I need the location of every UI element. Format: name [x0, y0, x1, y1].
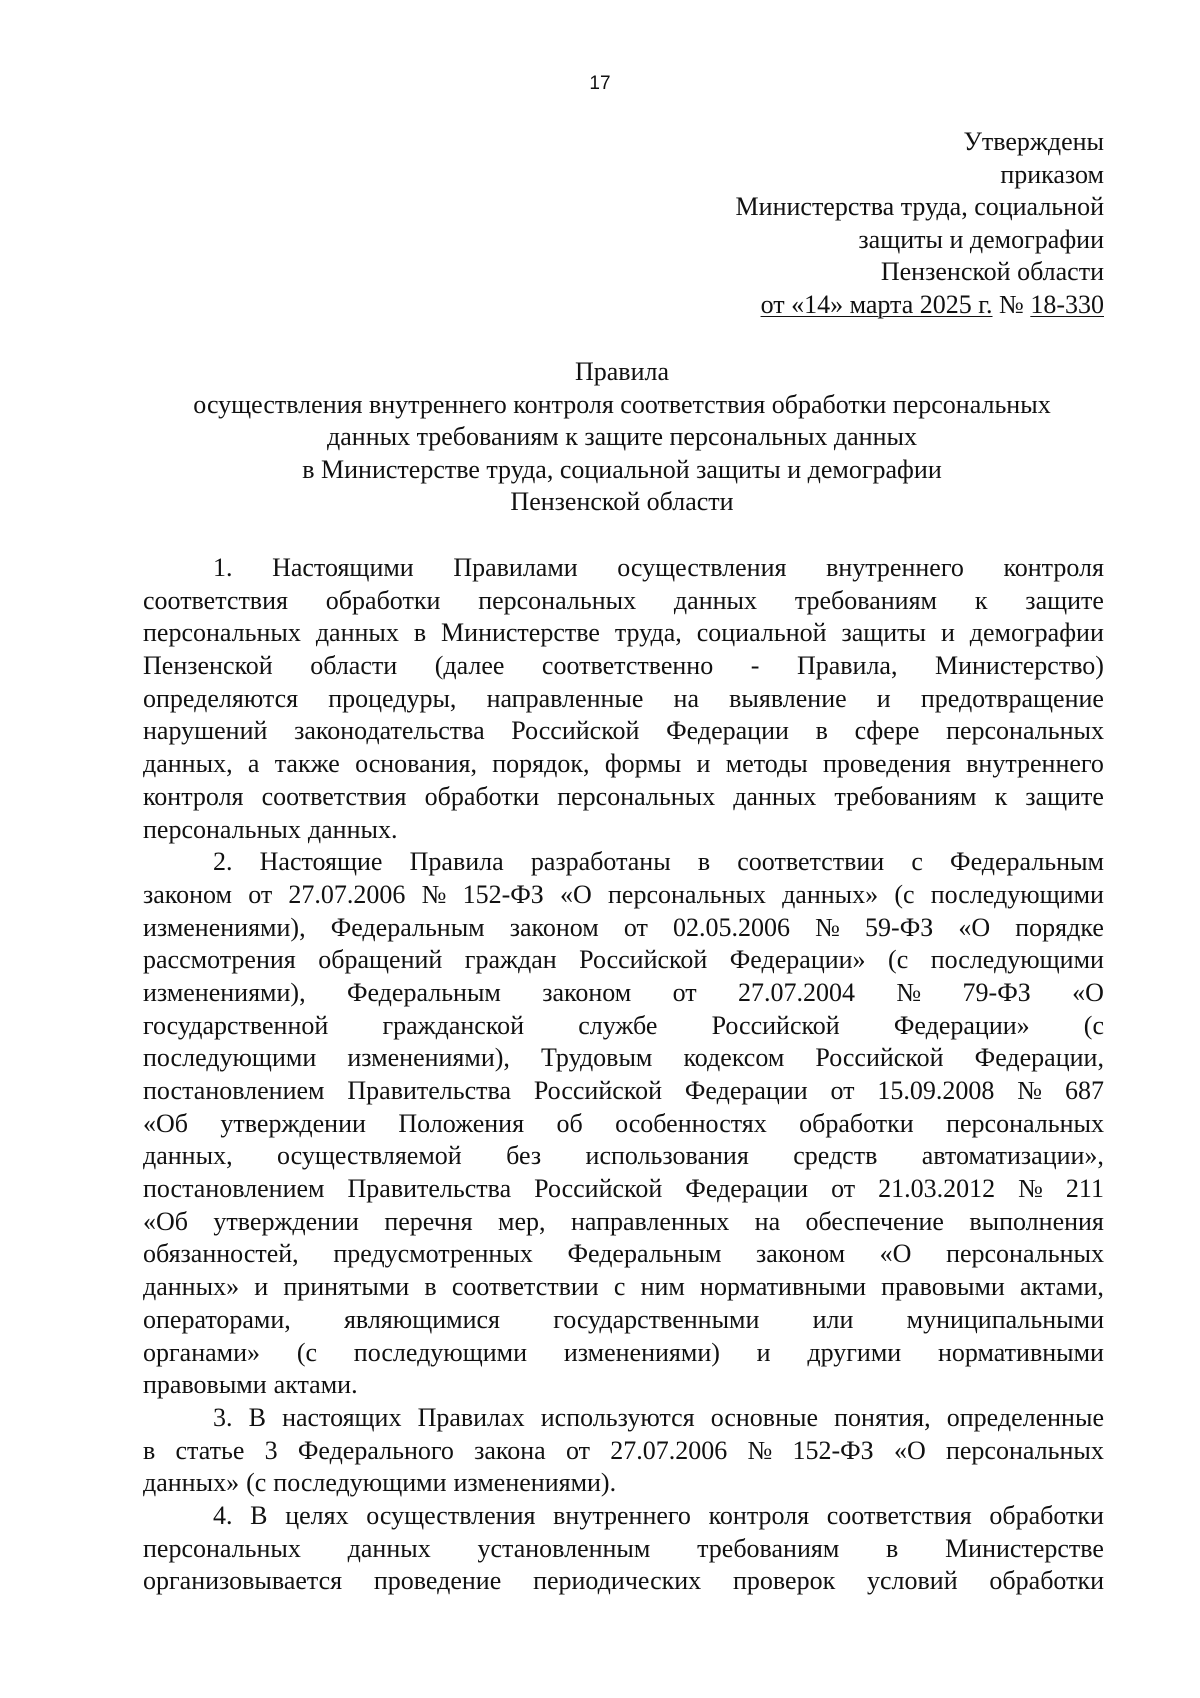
approval-line: Министерства труда, социальной — [735, 192, 1104, 221]
word: в — [886, 1533, 899, 1563]
word: 79-ФЗ — [962, 977, 1031, 1007]
word: Федерального — [297, 1435, 454, 1465]
word: труда, — [614, 618, 682, 648]
word: постановлением — [143, 1076, 325, 1105]
word: последующими — [930, 879, 1104, 909]
word: в — [413, 618, 427, 648]
word: Российской — [579, 945, 708, 975]
word: Российской — [533, 1076, 662, 1105]
body-line — [143, 977, 1104, 1010]
word: 152-ФЗ — [462, 879, 544, 909]
word: закона — [474, 1435, 546, 1465]
word: являющимися — [343, 1304, 500, 1334]
word: операторами, — [143, 1304, 291, 1334]
word: постановлением — [143, 1174, 325, 1204]
body-line — [143, 1402, 1104, 1435]
word: обработки — [989, 1500, 1104, 1530]
body-line — [143, 1042, 1104, 1075]
word: персональных — [143, 618, 301, 648]
word: порядке — [1015, 912, 1104, 942]
page-number: 17 — [589, 73, 611, 94]
word: персональных — [946, 1239, 1104, 1269]
word: персональных — [557, 781, 716, 811]
title-line: в Министерстве труда, социальной защиты и демографии — [302, 454, 942, 484]
word: правовыми — [143, 1370, 267, 1400]
word: разработаны — [530, 847, 671, 877]
word: предотвращение — [920, 683, 1104, 713]
word: нормативными — [700, 1272, 866, 1302]
word: защиты — [841, 618, 927, 648]
word: и — [756, 1337, 771, 1367]
word: персональных — [946, 1108, 1104, 1138]
word: процедуры, — [328, 683, 457, 713]
title-line: Правила — [574, 357, 670, 386]
word: осуществления — [366, 1500, 536, 1530]
word: принятыми — [283, 1272, 410, 1302]
word: государственной — [143, 1010, 329, 1040]
word: Правительства — [347, 1076, 511, 1105]
word: внутреннего — [553, 1500, 691, 1530]
word: 1. — [213, 553, 233, 582]
word: данных — [315, 618, 399, 648]
word: обработки — [325, 585, 441, 615]
word: к — [974, 585, 988, 615]
word: Российской — [711, 1010, 840, 1040]
word: соответствии — [451, 1272, 599, 1302]
word: данных — [733, 781, 817, 811]
word: Федеральным — [330, 912, 485, 942]
word: данных — [673, 585, 757, 615]
word: Положения — [398, 1108, 525, 1138]
word: и — [696, 749, 711, 779]
word: 152-ФЗ — [792, 1435, 874, 1465]
word: соответствии — [737, 847, 885, 877]
word: в — [697, 847, 711, 877]
body-line — [143, 1565, 1104, 1598]
word: изменениями). — [453, 1468, 617, 1498]
word: на — [673, 683, 700, 713]
word: основания, — [355, 749, 477, 779]
word: данных» — [143, 1272, 240, 1302]
word: (с — [894, 879, 915, 909]
body-line — [143, 1075, 1104, 1108]
word: «Об — [143, 1108, 189, 1138]
word: данных, — [143, 749, 233, 779]
word: законом — [756, 1239, 846, 1269]
word: порядок, — [492, 749, 590, 779]
word: на — [754, 1206, 781, 1236]
word: соответственно — [541, 651, 714, 681]
approval-date-line — [504, 289, 1104, 322]
word: № — [1017, 1076, 1043, 1105]
word: контроля — [1003, 553, 1104, 582]
word: 4. — [213, 1500, 233, 1530]
word: «О — [958, 912, 991, 942]
word: или — [812, 1304, 854, 1334]
word: изменениями), — [347, 1043, 510, 1073]
word: обращений — [318, 945, 443, 975]
word: обработки — [424, 781, 540, 811]
word: проведение — [373, 1566, 502, 1596]
body-line — [143, 1435, 1104, 1468]
word: Федеральным — [950, 847, 1104, 877]
word: Настоящими — [272, 553, 414, 582]
word: контроля — [143, 781, 244, 811]
word: и — [940, 618, 955, 648]
word: от — [248, 879, 273, 909]
word: обработки — [989, 1566, 1104, 1596]
word: 21.03.2012 — [878, 1174, 996, 1204]
word: гражданской — [382, 1010, 525, 1040]
word: законом — [542, 977, 632, 1007]
word: и — [876, 683, 891, 713]
word: проверок — [732, 1566, 836, 1596]
word: «О — [879, 1239, 912, 1269]
word: последующими — [930, 945, 1104, 975]
word: 27.07.2006 — [288, 879, 406, 909]
word: (далее — [434, 651, 505, 681]
word: (с — [296, 1337, 318, 1367]
word: целях — [285, 1500, 349, 1530]
body-line — [143, 552, 1104, 585]
word: направленных — [570, 1206, 730, 1236]
word: условий — [867, 1566, 958, 1596]
word: Правила, — [796, 651, 898, 681]
word: актами. — [273, 1370, 358, 1400]
word: «О — [1072, 977, 1104, 1007]
word: 27.07.2004 — [738, 977, 855, 1007]
word: данных. — [307, 814, 398, 844]
word: № — [896, 977, 922, 1007]
word: защите — [1025, 585, 1104, 615]
word: Правилах — [417, 1402, 525, 1432]
word: последующими — [273, 1468, 447, 1498]
body-line — [143, 748, 1104, 781]
word: выполнения — [969, 1206, 1104, 1236]
word: направленные — [486, 683, 644, 713]
title-line: осуществления внутреннего контроля соответствия обработки персональных — [193, 389, 1051, 419]
body-line — [143, 846, 1104, 879]
word: статье — [175, 1435, 245, 1465]
word: ним — [640, 1272, 685, 1302]
word: Федерации» — [893, 1010, 1030, 1040]
word: проведения — [823, 749, 951, 779]
word: «О — [560, 879, 592, 909]
word: формы — [604, 749, 682, 779]
word: персональных — [946, 716, 1104, 746]
word: органами» — [143, 1337, 261, 1367]
word: Российской — [815, 1043, 944, 1073]
body-line — [143, 617, 1104, 650]
word: данных» — [143, 1468, 240, 1498]
body-line — [143, 1173, 1104, 1206]
approval-line: защиты и демографии — [858, 224, 1104, 254]
word: периодических — [533, 1566, 702, 1596]
word: правовыми — [881, 1272, 1005, 1302]
body-line — [143, 944, 1104, 977]
word: установленным — [477, 1533, 651, 1563]
body-line — [143, 1467, 1104, 1500]
word: 2. — [213, 847, 233, 877]
order-number: 18-330 — [1030, 289, 1104, 319]
word: последующими — [353, 1337, 528, 1367]
word: демографии — [969, 618, 1104, 648]
word: средств — [793, 1141, 878, 1171]
word: другими — [807, 1337, 902, 1367]
approval-line: Пензенской области — [880, 257, 1104, 286]
word: Федерации — [684, 1076, 808, 1105]
word: Пензенской — [143, 651, 273, 681]
word: от — [831, 1174, 856, 1204]
title-line: данных требованиям к защите персональных данных — [327, 422, 917, 451]
word: обеспечение — [805, 1206, 944, 1236]
word: персональных — [478, 585, 637, 615]
word: утверждении — [220, 1108, 366, 1138]
word: нормативными — [938, 1337, 1104, 1367]
word: Министерстве — [441, 618, 600, 648]
word: Министерство) — [934, 651, 1104, 681]
word: (с — [888, 945, 909, 975]
body-line — [143, 879, 1104, 912]
word: - — [750, 651, 760, 681]
word: к — [994, 781, 1008, 811]
word: с — [911, 847, 923, 877]
word: внутреннего — [826, 553, 964, 582]
word: определяются — [143, 683, 299, 713]
number-sign: № — [992, 289, 1031, 319]
word: Правила — [409, 847, 504, 877]
word: 15.09.2008 — [877, 1076, 995, 1105]
word: основные — [710, 1402, 818, 1432]
word: утверждении — [213, 1206, 359, 1236]
word: без — [506, 1141, 542, 1171]
word: В — [248, 1402, 266, 1432]
approval-line: приказом — [1000, 159, 1104, 189]
word: в — [143, 1435, 156, 1465]
body-line — [143, 1369, 1104, 1402]
word: определенные — [946, 1402, 1104, 1432]
word: предусмотренных — [333, 1239, 533, 1269]
word: осуществления — [617, 553, 787, 582]
word: понятия, — [834, 1402, 931, 1432]
word: использования — [585, 1141, 749, 1171]
word: настоящих — [282, 1402, 402, 1432]
word: от — [830, 1076, 855, 1105]
word: № — [747, 1435, 773, 1465]
body-line — [143, 814, 1104, 847]
word: Федеральным — [567, 1239, 722, 1269]
word: данных» — [782, 879, 879, 909]
word: законом — [143, 879, 232, 909]
word: законодательства — [294, 716, 485, 746]
word: Трудовым — [541, 1043, 653, 1073]
word: соответствия — [826, 1500, 972, 1530]
word: (с — [1083, 1010, 1104, 1040]
approval-line: Утверждены — [963, 127, 1104, 156]
word: требованиям — [834, 781, 977, 811]
word: Федерации» — [729, 945, 866, 975]
body-line — [143, 1108, 1104, 1141]
body-line — [143, 715, 1104, 748]
word: рассмотрения — [143, 945, 296, 975]
word: В — [250, 1500, 268, 1530]
word: персональных — [945, 1435, 1104, 1465]
word: Российской — [511, 716, 640, 746]
word: социальной — [696, 618, 827, 648]
document-title — [140, 356, 1104, 519]
body-line — [143, 1238, 1104, 1271]
body-line — [143, 650, 1104, 683]
word: персональных — [143, 1533, 301, 1563]
word: в — [815, 716, 828, 746]
word: Правилами — [453, 553, 578, 582]
body-line — [143, 1533, 1104, 1566]
word: также — [274, 749, 340, 779]
word: 59-ФЗ — [865, 912, 934, 942]
word: контроля — [708, 1500, 810, 1530]
word: требованиям — [697, 1533, 840, 1563]
word: 3 — [264, 1435, 278, 1465]
word: и — [254, 1272, 269, 1302]
word: 27.07.2006 — [610, 1435, 728, 1465]
word: Правительства — [347, 1174, 512, 1204]
word: соответствия — [261, 781, 407, 811]
body-line — [143, 1500, 1104, 1533]
word: от — [672, 977, 697, 1007]
body-line — [143, 1010, 1104, 1043]
word: используются — [540, 1402, 695, 1432]
word: области — [310, 651, 398, 681]
approval-date: от «14» марта 2025 г. — [760, 289, 993, 319]
word: в — [424, 1272, 437, 1302]
body-line — [143, 1140, 1104, 1173]
word: данных — [347, 1533, 431, 1563]
word: последующими — [143, 1043, 317, 1073]
word: от — [623, 912, 648, 942]
word: службе — [578, 1010, 658, 1040]
word: данных, — [143, 1141, 233, 1171]
word: обработки — [799, 1108, 914, 1138]
body-line — [143, 585, 1104, 618]
body-line — [143, 683, 1104, 716]
word: изменениями), — [143, 912, 306, 942]
body-line — [143, 1337, 1104, 1370]
word: соответствия — [143, 585, 288, 615]
word: Министерстве — [945, 1533, 1104, 1563]
word: актами, — [1019, 1272, 1104, 1302]
body-line — [143, 1271, 1104, 1304]
word: 02.05.2006 — [673, 912, 790, 942]
word: (с — [246, 1468, 267, 1498]
word: автоматизации», — [921, 1141, 1104, 1171]
word: законом — [509, 912, 599, 942]
title-line: Пензенской области — [510, 487, 734, 516]
word: сфере — [854, 716, 920, 746]
body-line — [143, 781, 1104, 814]
word: об — [556, 1108, 583, 1138]
word: № — [1018, 1174, 1043, 1204]
approval-block — [504, 126, 1104, 321]
body-line — [143, 1304, 1104, 1337]
word: особенностях — [615, 1108, 767, 1138]
body-line — [143, 1206, 1104, 1239]
word: № — [815, 912, 840, 942]
word: организовывается — [143, 1566, 343, 1596]
word: Федерации — [685, 1174, 809, 1204]
word: 211 — [1065, 1174, 1104, 1204]
word: 687 — [1064, 1076, 1104, 1105]
document-body — [143, 552, 1104, 1598]
word: перечня — [384, 1206, 473, 1236]
body-line — [143, 912, 1104, 945]
word: № — [421, 879, 447, 909]
word: «Об — [143, 1206, 189, 1236]
word: защите — [1025, 781, 1104, 811]
word: Настоящие — [259, 847, 383, 877]
word: изменениями) — [563, 1337, 720, 1367]
word: государственными — [553, 1304, 760, 1334]
word: обязанностей, — [143, 1239, 299, 1269]
word: изменениями), — [143, 977, 306, 1007]
word: Российской — [534, 1174, 663, 1204]
word: «О — [893, 1435, 926, 1465]
word: с — [613, 1272, 626, 1302]
word: 3. — [213, 1402, 233, 1432]
word: Федерации, — [974, 1043, 1104, 1073]
word: нарушений — [143, 716, 268, 746]
word: осуществляемой — [276, 1141, 462, 1171]
word: внутреннего — [966, 749, 1104, 779]
word: мер, — [498, 1206, 546, 1236]
word: кодексом — [683, 1043, 785, 1073]
word: персональных — [143, 814, 301, 844]
word: требованиям — [794, 585, 937, 615]
word: от — [565, 1435, 590, 1465]
word: Федеральным — [346, 977, 501, 1007]
word: муниципальными — [906, 1304, 1104, 1334]
word: выявление — [729, 683, 847, 713]
word: граждан — [464, 945, 557, 975]
word: а — [247, 749, 260, 779]
word: персональных — [607, 879, 766, 909]
word: методы — [725, 749, 808, 779]
word: Федерации — [666, 716, 789, 746]
